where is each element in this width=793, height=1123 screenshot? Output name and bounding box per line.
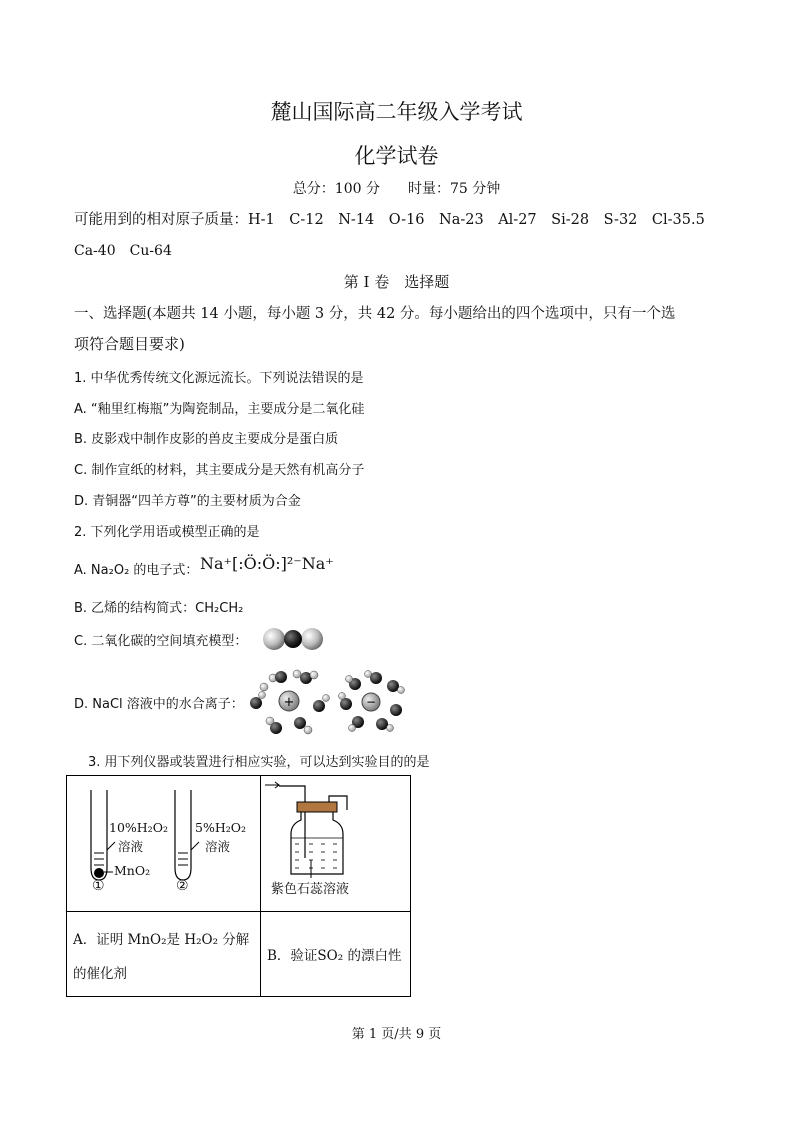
tube1-label: 10%H₂O₂ — [109, 820, 168, 835]
co2-space-filling-model — [262, 626, 324, 652]
atomic-mass-line1: 可能用到的相对原子质量：H-1 C-12 N-14 O-16 Na-23 Al-27 Si-28 S-32 Cl-35.5 — [74, 212, 705, 228]
tube2-number: ② — [176, 878, 189, 894]
bottle-label: 紫色石蕊溶液 — [271, 882, 350, 897]
q2-stem: 2. 下列化学用语或模型正确的是 — [74, 525, 260, 540]
q3-option-a-line1: A．证明 MnO₂是 H₂O₂ 分解 — [73, 932, 250, 948]
score-time: 总分：100 分 时量：75 分钟 — [292, 181, 501, 197]
q3-diagram-a — [67, 776, 261, 912]
q3-option-b-cell — [261, 912, 411, 997]
q1-option-a: A. “釉里红梅瓶”为陶瓷制品，主要成分是二氧化硅 — [74, 402, 365, 417]
q2-option-b: B. 乙烯的结构简式：CH₂CH₂ — [74, 601, 244, 616]
svg-text:+: + — [283, 695, 295, 710]
na2o2-electron-formula: Na⁺[:Ö:Ö:]²⁻Na⁺ — [200, 554, 334, 573]
page-footer: 第 1 页/共 9 页 — [351, 1027, 442, 1042]
tube2-label: 5%H₂O₂ — [195, 820, 247, 835]
q1-option-c: C. 制作宣纸的材料，其主要成分是天然有机高分子 — [74, 463, 365, 478]
tube1-reagent: MnO₂ — [114, 863, 151, 878]
section-intro-line1: 一、选择题(本题共 14 小题，每小题 3 分，共 42 分。每小题给出的四个选项中，只有一个选 — [74, 306, 676, 322]
section-intro-line2: 项符合题目要求) — [74, 335, 185, 353]
tube1-number: ① — [92, 878, 105, 894]
q3-stem: 3. 用下列仪器或装置进行相应实验，可以达到实验目的的是 — [88, 755, 430, 770]
q1-option-d: D. 青铜器“四羊方尊”的主要材质为合金 — [74, 494, 301, 509]
q2-option-c: C. 二氧化碳的空间填充模型： — [74, 634, 248, 649]
hydrated-cation-model — [248, 665, 330, 737]
hydrated-anion-model — [338, 668, 406, 734]
q1-option-b: B. 皮影戏中制作皮影的兽皮主要成分是蛋白质 — [74, 432, 339, 447]
q3-option-a-line2: 的催化剂 — [73, 966, 127, 982]
tube1-label2: 溶液 — [118, 839, 144, 854]
q3-option-b: B．验证SO₂ 的漂白性 — [267, 948, 402, 964]
exam-subtitle: 化学试卷 — [354, 144, 439, 168]
q1-stem: 1. 中华优秀传统文化源远流长。下列说法错误的是 — [74, 371, 364, 386]
exam-title: 麓山国际高二年级入学考试 — [270, 100, 523, 124]
q3-option-a-cell — [67, 912, 261, 997]
atomic-mass-line2: Ca-40 Cu-64 — [74, 243, 172, 259]
svg-text:−: − — [365, 695, 377, 709]
q3-options-table — [66, 775, 411, 997]
q3-diagram-b — [261, 776, 411, 912]
tube2-label2: 溶液 — [205, 839, 231, 854]
q2-option-d: D. NaCl 溶液中的水合离子： — [74, 697, 244, 712]
q2-option-a-label: A. Na₂O₂ 的电子式： — [74, 563, 199, 578]
part-title: 第 I 卷 选择题 — [343, 273, 450, 291]
